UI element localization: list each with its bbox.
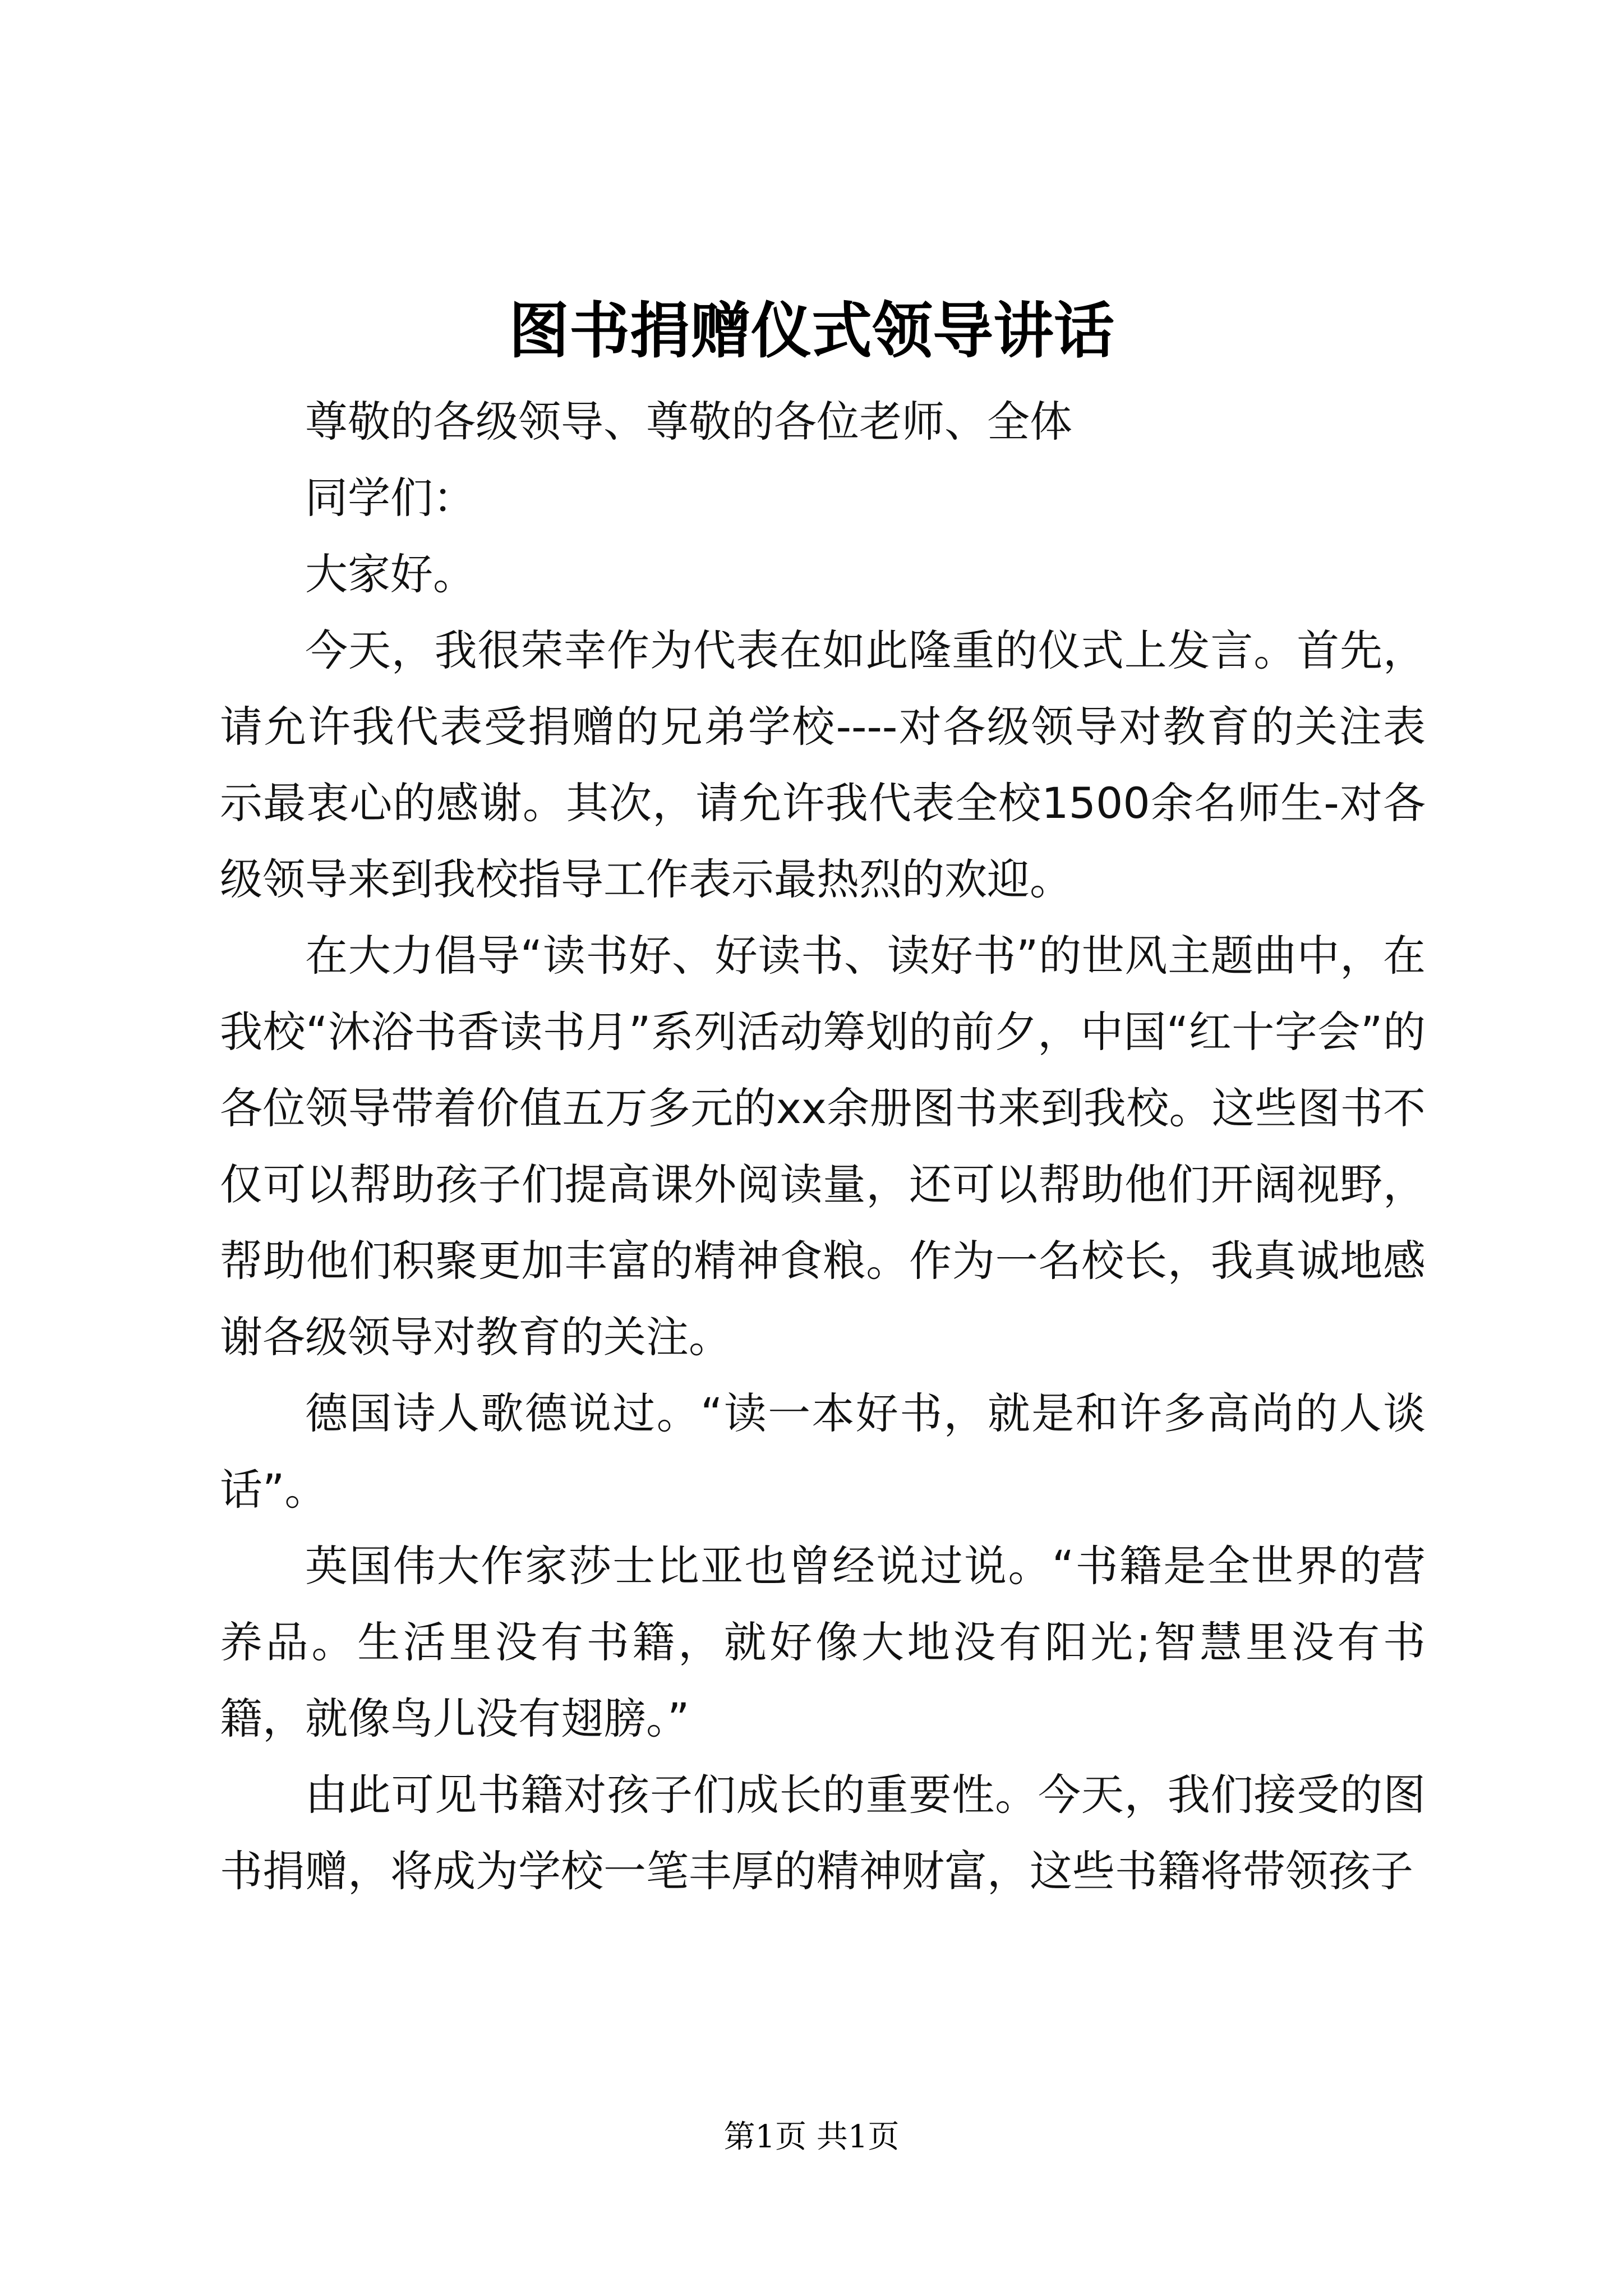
document-body — [220, 384, 1426, 1910]
page-footer: 第1页 共1页 — [723, 2119, 900, 2155]
body-paragraph: 今天，我很荣幸作为代表在如此隆重的仪式上发言。首先，请允许我代表受捐赠的兄弟学校----对各级领导对教育的关注表示最衷心的感谢。其次，请允许我代表全校1500余名师生-对各级领导来到我校指导工作表示最热烈的欢迎。 — [220, 625, 1426, 904]
body-paragraph: 英国伟大作家莎士比亚也曾经说过说。“书籍是全世界的营养品。生活里没有书籍，就好像大地没有阳光;智慧里没有书籍，就像鸟儿没有翅膀。” — [220, 1541, 1426, 1743]
body-paragraph: 由此可见书籍对孩子们成长的重要性。今天，我们接受的图书捐赠，将成为学校一笔丰厚的精神财富，这些书籍将带领孩子 — [220, 1770, 1426, 1896]
body-paragraph: 在大力倡导“读书好、好读书、读好书”的世风主题曲中，在我校“沐浴书香读书月”系列活动筹划的前夕，中国“红十字会”的各位领导带着价值五万多元的xx余册图书来到我校。这些图书不仅可以帮助孩子们提高课外阅读量，还可以帮助他们开阔视野，帮助他们积聚更加丰富的精神食粮。作为一名校长，我真诚地感谢各级领导对教育的关注。 — [220, 931, 1426, 1362]
salutation-line-1: 尊敬的各级领导、尊敬的各位老师、全体 — [305, 397, 1072, 447]
body-paragraph: 德国诗人歌德说过。“读一本好书，就是和许多高尚的人谈话”。 — [220, 1388, 1426, 1515]
salutation-line-2: 同学们： — [305, 473, 476, 523]
greeting: 大家好。 — [305, 549, 476, 599]
document-title: 图书捐赠仪式领导讲话 — [508, 296, 1114, 366]
